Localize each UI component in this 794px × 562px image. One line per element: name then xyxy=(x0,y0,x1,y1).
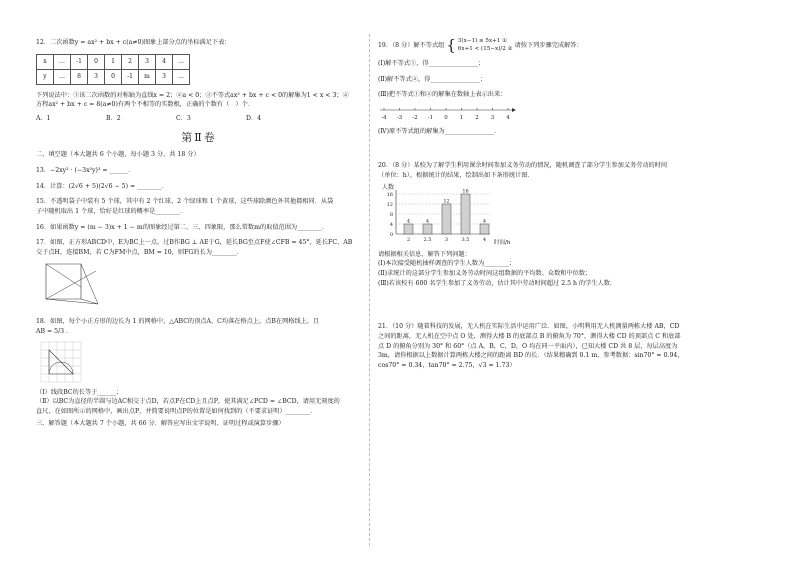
q17-square-figure xyxy=(36,259,106,309)
chart-bar xyxy=(461,194,470,234)
chart-data-label: 4 xyxy=(425,218,430,225)
number-line-tick-label: -1 xyxy=(427,114,434,121)
chart-x-tick-label: 2 xyxy=(406,237,411,244)
table-cell-y: -1 xyxy=(122,69,139,84)
section-2-title: 第Ⅱ卷 xyxy=(181,131,217,145)
chart-x-tick-label: 2.5 xyxy=(423,237,432,244)
table-row-x xyxy=(37,54,190,69)
brace-symbol: { xyxy=(446,36,456,54)
q19-step-3: (Ⅲ)把不等式①和②的解集在数轴上表示出来： xyxy=(378,91,507,99)
q19-inequality-2: 6x+1 < (15−x)/2 ② xyxy=(457,45,513,52)
q12-statement-1: 下列说法中：①该二次函数的对称轴为直线x = 2；②a < 0；③不等式ax² + bx + c < 0的解集为1 < x < 3；④ xyxy=(36,91,349,99)
chart-x-tick-label: 3 xyxy=(444,237,449,244)
table-cell-y: … xyxy=(54,69,71,84)
chart-bar xyxy=(404,224,413,234)
chart-y-tick-label: 8 xyxy=(389,212,393,219)
table-cell-y: m xyxy=(139,69,156,84)
q18-part-ii-1: （Ⅱ）以BC为直径的半圆与边AC相交于点D，若点P在CD上且点P，使其满足∠PCD = ∠BCD，请用无刻度的 xyxy=(36,398,340,406)
table-cell-x: 2 xyxy=(122,54,139,69)
q19-inequality-1: 3(x−1) ≤ 5x+1 ① xyxy=(457,38,508,45)
q12-value-table xyxy=(36,54,190,85)
q15-text-1: 15．不透明袋子中装有 5 个球，其中有 2 个红球、2 个绿球和 1 个黄球，这些球除颜色外其他都相同．从袋 xyxy=(36,198,334,206)
q20-text-1: 20．（8 分）某校为了解学生利用课余时间参加义务劳动的情况，随机调查了部分学生参加义务劳动的时间 xyxy=(378,162,668,170)
q20-prompt: 请根据相关信息，解答下列问题： xyxy=(378,250,471,258)
table-cell-x: 4 xyxy=(156,54,173,69)
q12-choices xyxy=(36,114,362,124)
table-cell-y: … xyxy=(173,69,190,84)
chart-y-tick-label: 4 xyxy=(389,222,393,229)
right-column xyxy=(378,38,750,370)
chart-data-label: 12 xyxy=(443,198,450,205)
chart-y-tick-label: 0 xyxy=(389,232,393,239)
number-line-tick-label: -4 xyxy=(381,114,387,121)
q14-text: 14．计算：(2√6 + 5)(2√6 − 5) = ________． xyxy=(36,182,169,190)
q21-text-2: 之间的距离，无人机在空中点 O 处，测得大楼 B 的底部点 B 的俯角为 70°，测得大楼 CD 的顶部点 C 和底部 xyxy=(378,332,681,340)
number-line-tick-label: 3 xyxy=(490,114,495,121)
table-cell-x: x xyxy=(37,54,54,69)
fill-in-header: 二、填空题（本大题共 6 个小题，每小题 3 分，共 18 分） xyxy=(36,151,200,159)
choice-a[interactable]: A．1 xyxy=(36,114,51,122)
q20-part-2: (Ⅱ)求统计的这部分学生参加义务劳动时间这组数据的平均数、众数和中位数； xyxy=(378,270,592,278)
chart-data-label: 4 xyxy=(482,218,487,225)
chart-bar xyxy=(442,204,451,234)
table-cell-y: 3 xyxy=(88,69,105,84)
q19-suffix: 请按下列步骤完成解答： xyxy=(514,42,583,49)
number-line xyxy=(378,102,518,124)
chart-x-tick-label: 3.5 xyxy=(461,237,470,244)
number-line-tick-label: 2 xyxy=(475,114,479,121)
choice-b[interactable]: B．2 xyxy=(106,114,121,122)
q18-text-1: 18．如图，每个小正方形的边长为 1 的网格中，△ABC的顶点A，C均落在格点上，点B在网格线上，且 xyxy=(36,317,320,325)
chart-data-label: 16 xyxy=(462,188,469,195)
q16-text: 16．如果函数y = (m − 3)x + 1 − m的图象经过第二、三、四象限，那么常数m的取值范围为________． xyxy=(36,223,329,231)
q20-text-2: （单位：h），根据统计的结果，绘制出如下条形统计图． xyxy=(378,171,534,179)
q17-text-1: 17．如图，正方形ABCD中，E为BC上一点，过B作BG ⊥ AE于G，延长BG至点F使∠CFB = 45°，延长FC、AB xyxy=(36,239,353,247)
q15-text-2: 子中随机取出 1 个球，恰好是红球的概率是________． xyxy=(36,207,187,215)
number-line-tick-label: -2 xyxy=(412,114,418,121)
q18-text-2: AB = 5/3 ． xyxy=(36,327,73,335)
q19-step-2: (Ⅱ)解不等式②，得________________； xyxy=(378,75,487,83)
choice-c[interactable]: C．3 xyxy=(176,114,191,122)
q19-stem xyxy=(378,38,750,53)
q19-step-4: (Ⅳ)原不等式组的解集为________________． xyxy=(378,128,501,136)
q21-text-4: 3m，请你根据以上数据计算两栋大楼之间的距离 BD 的长．（结果精确到 0.1 m，参考数据：sin70° ≈ 0.94， xyxy=(378,352,684,360)
q13-text: 13．−2xy² · (−3x²y)³ = ______． xyxy=(36,167,135,175)
table-row-y xyxy=(37,69,190,84)
q21-text-1: 21．（10 分）随着科技的发展，无人机在实际生活中运用广泛．如图，小明利用无人机测量两栋大楼 AB，CD xyxy=(378,323,680,331)
table-cell-x: … xyxy=(54,54,71,69)
q20-part-1: (Ⅰ)本次接受随机抽样调查的学生人数为________； xyxy=(378,260,516,268)
q17-text-2: 交于点H，连接BM，若 C为FM中点，BM = 10，则FG的长为________． xyxy=(36,248,243,256)
q18-part-i: （Ⅰ）线段BC的长等于______； xyxy=(36,388,123,396)
q12-statement-2: 方程ax² + bx + c = 8(a≠0)有两个不相等的实数根，正确的个数有（ ）个． xyxy=(36,101,255,109)
chart-bar xyxy=(423,224,432,234)
q19-system xyxy=(458,38,513,53)
q19-step-1: (Ⅰ)解不等式①，得________________； xyxy=(378,60,485,67)
bar-chart xyxy=(378,182,528,246)
answer-section-header: 三、解答题（本大题共 7 个小题，共 66 分．解答应写出文字说明、证明过程或演算步骤） xyxy=(36,419,285,427)
table-cell-x: 1 xyxy=(105,54,122,69)
chart-x-label: 时间/h xyxy=(494,240,511,247)
chart-y-label: 人数 xyxy=(382,184,395,192)
table-cell-y: y xyxy=(37,69,54,84)
chart-y-tick-label: 16 xyxy=(386,192,393,199)
q18-grid-figure xyxy=(36,338,86,384)
chart-data-label: 4 xyxy=(406,218,411,225)
q21-text-5: cos70° ≈ 0.34，tan70° ≈ 2.75，√3 ≈ 1.73） xyxy=(378,361,516,369)
q19-prefix: 19．（8 分）解不等式组 xyxy=(378,42,445,49)
q18-part-ii-2: 直尺，在如图所示的网格中，画出点P，并简要说明点P的位置是如何找到的（不要求证明）________． xyxy=(36,408,317,416)
chart-y-tick-label: 12 xyxy=(386,202,393,209)
table-cell-y: 0 xyxy=(105,69,122,84)
table-cell-x: 0 xyxy=(88,54,105,69)
number-line-tick-label: -3 xyxy=(396,114,403,121)
left-column xyxy=(36,38,362,428)
table-cell-x: … xyxy=(173,54,190,69)
number-line-tick-label: 4 xyxy=(506,114,510,121)
q20-part-3: (Ⅲ)若该校有 600 名学生参加了义务劳动，估计其中劳动时间超过 2.5 h 的学生人数． xyxy=(378,279,617,287)
chart-bar xyxy=(480,224,489,234)
table-cell-y: 3 xyxy=(156,69,173,84)
table-cell-x: -1 xyxy=(71,54,88,69)
number-line-tick-label: 0 xyxy=(444,114,448,121)
number-line-tick-label: 1 xyxy=(459,114,464,121)
table-cell-x: 3 xyxy=(139,54,156,69)
q12-text: 12．二次函数y = ax² + bx + c(a≠0)图象上部分点的坐标满足下表： xyxy=(36,39,231,46)
choice-d[interactable]: D．4 xyxy=(246,114,262,122)
chart-x-tick-label: 4 xyxy=(482,237,487,244)
table-cell-y: 8 xyxy=(71,69,88,84)
q21-text-3: 点 D 的俯角分别为 30° 和 60°（点 A，B，C，D，O 均在同一平面内），已知大楼 CD 共 8 层，每层高度为 xyxy=(378,342,678,350)
fold-divider xyxy=(369,34,370,546)
